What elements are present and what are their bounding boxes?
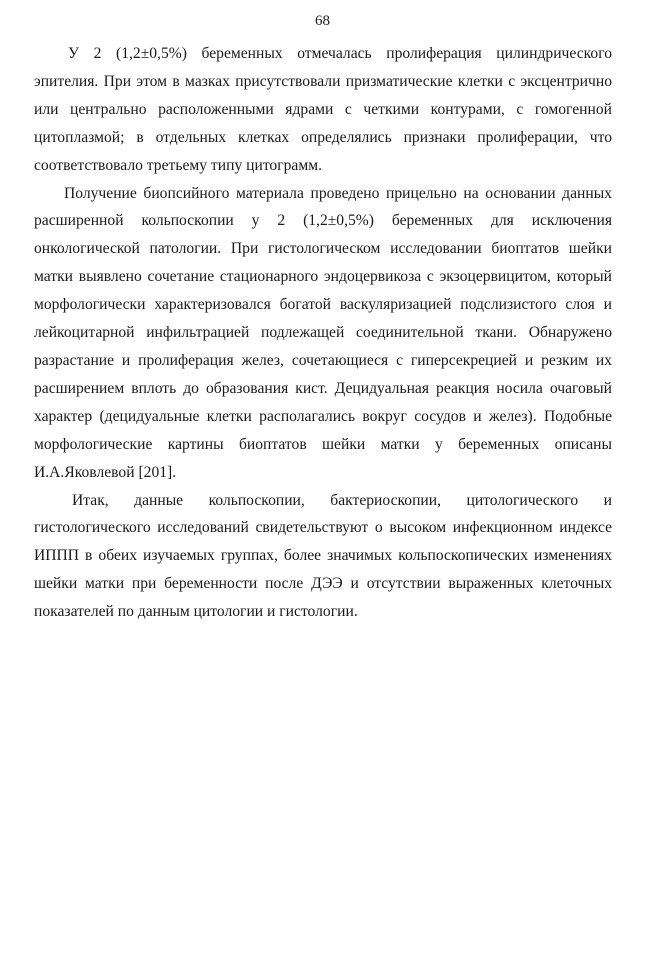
body-text (34, 40, 612, 626)
page-number: 68 (315, 13, 330, 29)
paragraph-cytology-proliferation: У 2 (1,2±0,5%) беременных отмечалась пролиферация цилиндрического эпителия. При этом в мазках присутствовали призматические клетки с эксцентрично или центрально расположенными ядрами с четкими контурами, с гомогенной цитоплазмой; в отдельных клетках определялись признаки пролиферации, что соответствовало третьему типу цитограмм. (34, 45, 612, 174)
paragraph-biopsy-histology: Получение биопсийного материала проведено прицельно на основании данных расширенной кольпоскопии у 2 (1,2±0,5%) беременных для исключения онкологической патологии. При гистологическом исследовании биоптатов шейки матки выявлено сочетание стационарного эндоцервикоза с экзоцервицитом, который морфологически характеризовался богатой васкуляризацией подслизистого слоя и лейкоцитарной инфильтрацией подлежащей соединительной ткани. Обнаружено разрастание и пролиферация желез, сочетающиеся с гиперсекрецией и резким их расширением вплоть до образования кист. Децидуальная реакция носила очаговый характер (децидуальные клетки располагались вокруг сосудов и желез). Подобные морфологические картины биоптатов шейки матки у беременных описаны И.А.Яковлевой [201]. (34, 184, 612, 481)
paragraph-conclusion: Итак, данные кольпоскопии, бактериоскопии, цитологического и гистологического исследований свидетельствуют о высоком инфекционном индексе ИППП в обеих изучаемых группах, более значимых кольпоскопических изменениях шейки матки при беременности после ДЭЭ и отсутствии выраженных клеточных показателей по данным цитологии и гистологии. (34, 491, 612, 621)
